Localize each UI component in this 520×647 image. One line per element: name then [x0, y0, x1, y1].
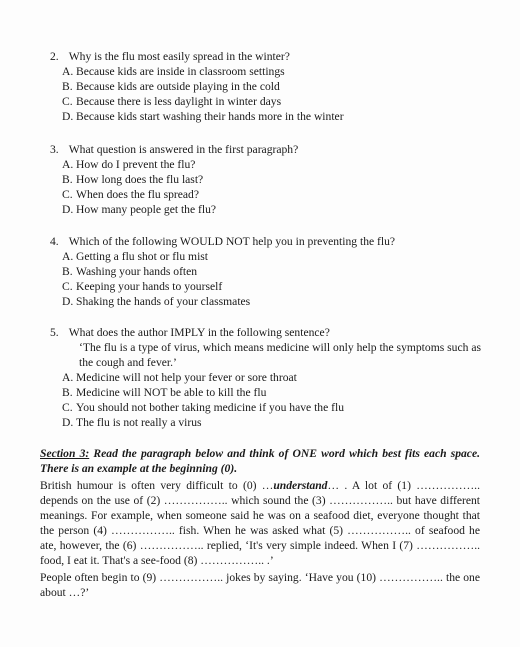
paragraph-text: British humour is often very difficult to (0) …: [40, 479, 274, 492]
option-text: Because there is less daylight in winter days: [76, 95, 282, 108]
option-text: How long does the flu last?: [76, 173, 204, 186]
question-text: What question is answered in the first paragraph?: [68, 143, 299, 156]
option-c[interactable]: [50, 94, 490, 109]
option-letter: B.: [62, 173, 73, 186]
option-text: How many people get the flu?: [76, 203, 217, 216]
section-instruction: Read the paragraph below and think of ONE word which best fits each space. There is an example at the beginning (0).: [40, 447, 480, 475]
option-d[interactable]: [50, 109, 490, 124]
question-number: 5.: [50, 326, 59, 339]
option-text: When does the flu spread?: [76, 188, 199, 201]
option-list: [50, 370, 490, 430]
option-b[interactable]: [50, 385, 490, 400]
option-c[interactable]: [50, 187, 490, 202]
option-text: Washing your hands often: [76, 265, 198, 278]
option-letter: D.: [62, 295, 74, 308]
option-text: You should not bother taking medicine if you have the flu: [76, 401, 345, 414]
question-number: 4.: [50, 235, 59, 248]
cloze-paragraph-2: People often begin to (9) …………….. jokes by saying. ‘Have you (10) …………….. the one about …?’: [40, 571, 480, 599]
option-d[interactable]: [50, 415, 490, 430]
option-text: Because kids are inside in classroom settings: [76, 65, 285, 78]
question-stem: [50, 142, 490, 157]
option-letter: A.: [62, 250, 74, 263]
option-a[interactable]: [50, 157, 490, 172]
section-3: [40, 446, 480, 600]
option-text: Getting a flu shot or flu mist: [76, 250, 209, 263]
question-2: [50, 49, 490, 124]
option-text: Because kids start washing their hands more in the winter: [76, 110, 344, 123]
option-list: [50, 249, 490, 309]
question-number: 2.: [50, 50, 59, 63]
option-a[interactable]: [50, 249, 490, 264]
option-text: Keeping your hands to yourself: [76, 280, 223, 293]
option-text: Medicine will not help your fever or sore throat: [76, 371, 297, 384]
option-list: [50, 64, 490, 124]
option-c[interactable]: [50, 400, 490, 415]
option-letter: D.: [62, 110, 74, 123]
option-letter: A.: [62, 65, 74, 78]
option-text: Medicine will NOT be able to kill the flu: [76, 386, 267, 399]
section-label: Section 3:: [40, 447, 90, 460]
section-heading: [40, 446, 480, 476]
question-text: What does the author IMPLY in the following sentence?: [68, 326, 330, 339]
option-text: Shaking the hands of your classmates: [76, 295, 251, 308]
option-letter: B.: [62, 386, 73, 399]
option-c[interactable]: [50, 279, 490, 294]
option-b[interactable]: [50, 264, 490, 279]
option-text: Because kids are outside playing in the cold: [76, 80, 280, 93]
option-b[interactable]: [50, 172, 490, 187]
option-d[interactable]: [50, 294, 490, 309]
option-a[interactable]: [50, 64, 490, 79]
question-stem: [50, 49, 490, 64]
question-4: [50, 234, 490, 309]
paragraph-text: … . A lot of (1) …………….. depends on the use of (2) …………….. which sound the (3) …………….. but have different meanings. For example, when someone said he was on a seafood diet, everyone thought that the person (4) …………….. fish. When he was asked what (5) …………….. of seafood he ate, however, the (6) …………….. replied, ‘It's very simple indeed. When I (7) …………….. food, I eat it. That's a see-food (8) …………….. .’: [40, 479, 480, 567]
option-letter: D.: [62, 203, 74, 216]
question-text: Which of the following WOULD NOT help you in preventing the flu?: [68, 235, 396, 248]
option-b[interactable]: [50, 79, 490, 94]
option-letter: C.: [62, 401, 73, 414]
example-answer: understand: [273, 479, 328, 492]
option-letter: C.: [62, 280, 73, 293]
question-stem: [50, 325, 490, 340]
option-d[interactable]: [50, 202, 490, 217]
option-letter: C.: [62, 188, 73, 201]
question-number: 3.: [50, 143, 59, 156]
option-text: How do I prevent the flu?: [76, 158, 196, 171]
quoted-sentence: ‘The flu is a type of virus, which means medicine will only help the symptoms such as the cough and fever.’: [79, 341, 481, 369]
question-3: [50, 142, 490, 217]
option-letter: A.: [62, 158, 74, 171]
option-letter: A.: [62, 371, 74, 384]
cloze-paragraph-1: [40, 478, 480, 568]
option-letter: B.: [62, 80, 73, 93]
option-a[interactable]: [50, 370, 490, 385]
option-letter: B.: [62, 265, 73, 278]
option-letter: C.: [62, 95, 73, 108]
option-letter: D.: [62, 416, 74, 429]
option-text: The flu is not really a virus: [76, 416, 202, 429]
question-5: [50, 325, 490, 430]
question-text: Why is the flu most easily spread in the winter?: [68, 50, 290, 63]
option-list: [50, 157, 490, 217]
question-stem: [50, 234, 490, 249]
